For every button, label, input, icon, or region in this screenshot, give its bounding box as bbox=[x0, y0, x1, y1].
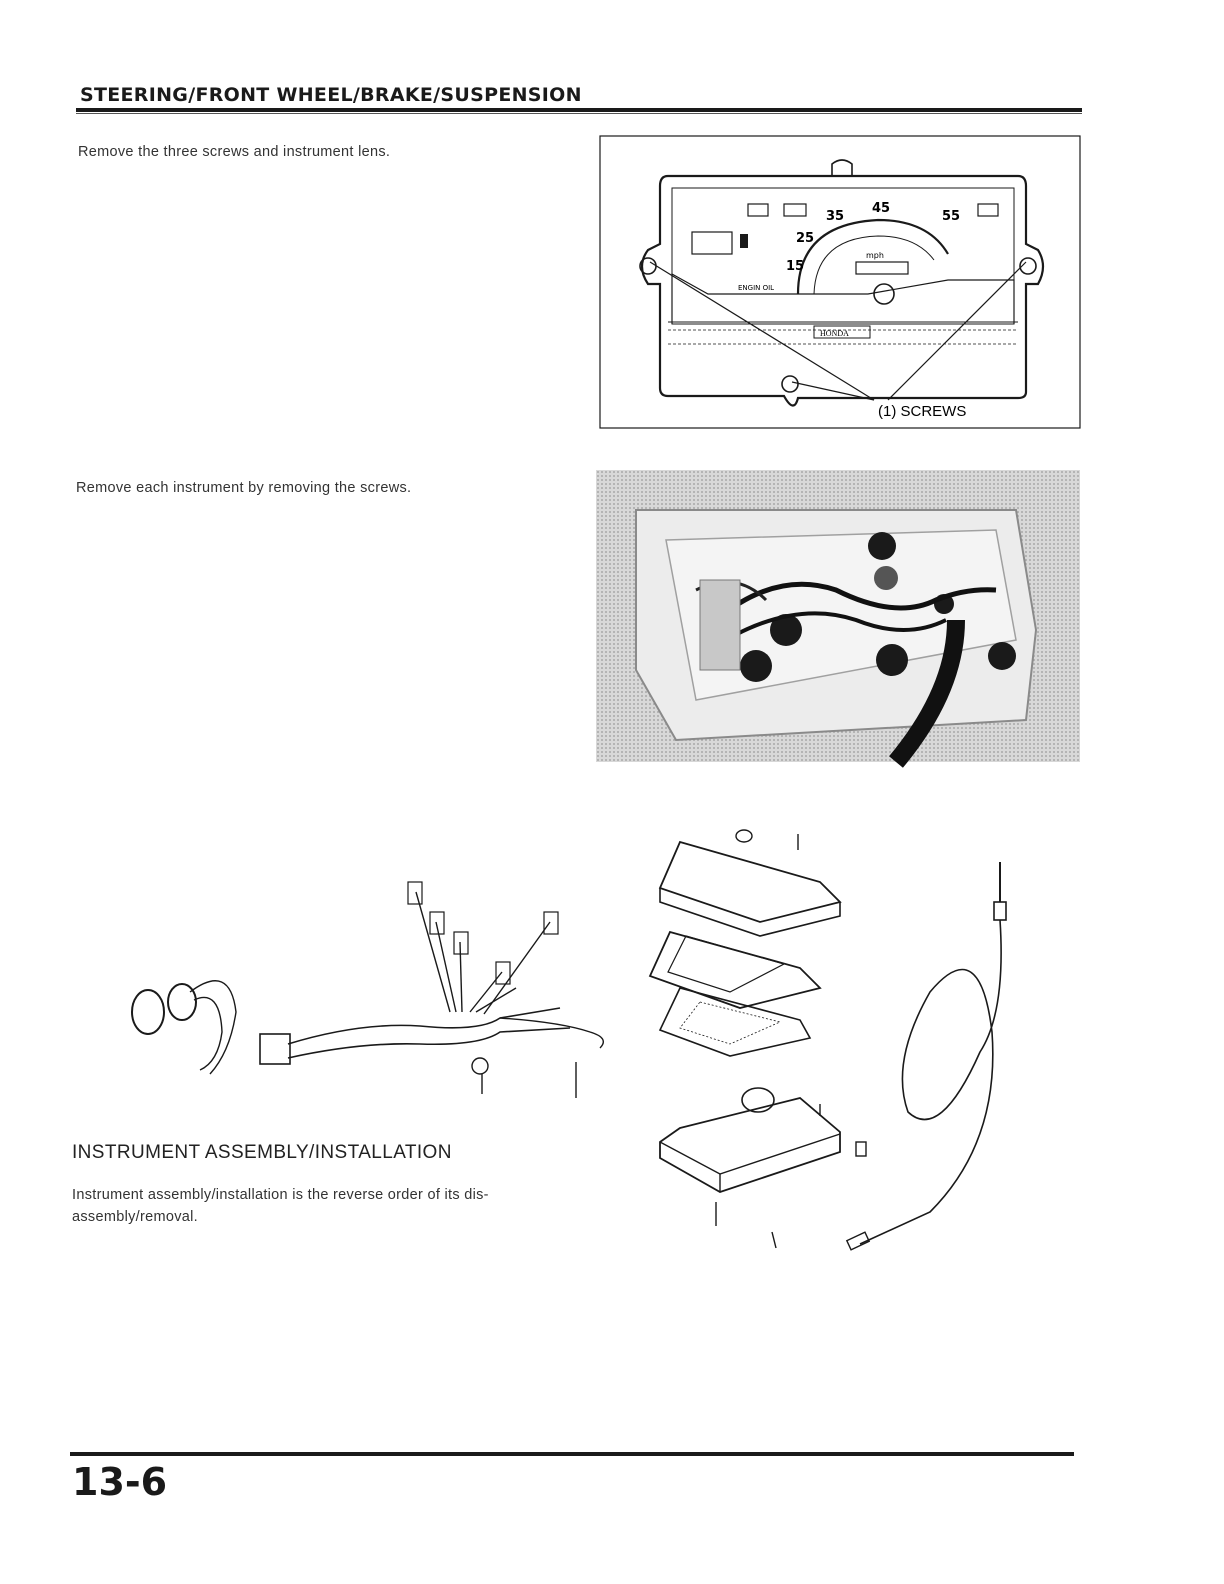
speedometer-cable-part bbox=[847, 862, 1006, 1250]
brand-label: HONDA bbox=[820, 329, 849, 338]
speedo-25: 25 bbox=[796, 231, 815, 246]
page-number: 13-6 bbox=[72, 1460, 168, 1504]
header-rule-thin bbox=[76, 113, 1082, 114]
step-2-text: Remove each instrument by removing the screws. bbox=[76, 480, 412, 496]
footer-rule bbox=[70, 1452, 1074, 1456]
assembly-text-line-2: assembly/removal. bbox=[72, 1209, 198, 1225]
assembly-text bbox=[72, 1184, 489, 1228]
speedo-35: 35 bbox=[826, 209, 845, 224]
assembly-text-line-1: Instrument assembly/installation is the reverse order of its dis- bbox=[72, 1187, 489, 1203]
screw-bottom-icon bbox=[782, 376, 798, 392]
figure-instrument-cluster bbox=[598, 134, 1082, 430]
meter-case-parts bbox=[650, 830, 866, 1248]
header-rule bbox=[76, 108, 1082, 112]
screws-callout: (1) SCREWS bbox=[878, 403, 967, 420]
wire-harness-part bbox=[260, 882, 603, 1098]
speedo-55: 55 bbox=[942, 209, 961, 224]
page-header-title: STEERING/FRONT WHEEL/BRAKE/SUSPENSION bbox=[80, 84, 582, 106]
step-1-text: Remove the three screws and instrument lens. bbox=[78, 144, 391, 160]
speedo-unit: mph bbox=[866, 251, 884, 260]
engine-oil-label: ENGIN OIL bbox=[738, 284, 775, 292]
speedo-15: 15 bbox=[786, 259, 805, 274]
figure-instrument-photo bbox=[596, 470, 1080, 762]
section-heading-assembly: INSTRUMENT ASSEMBLY/INSTALLATION bbox=[72, 1142, 452, 1163]
speedo-45: 45 bbox=[872, 201, 891, 216]
bulb-socket-part bbox=[132, 981, 236, 1074]
